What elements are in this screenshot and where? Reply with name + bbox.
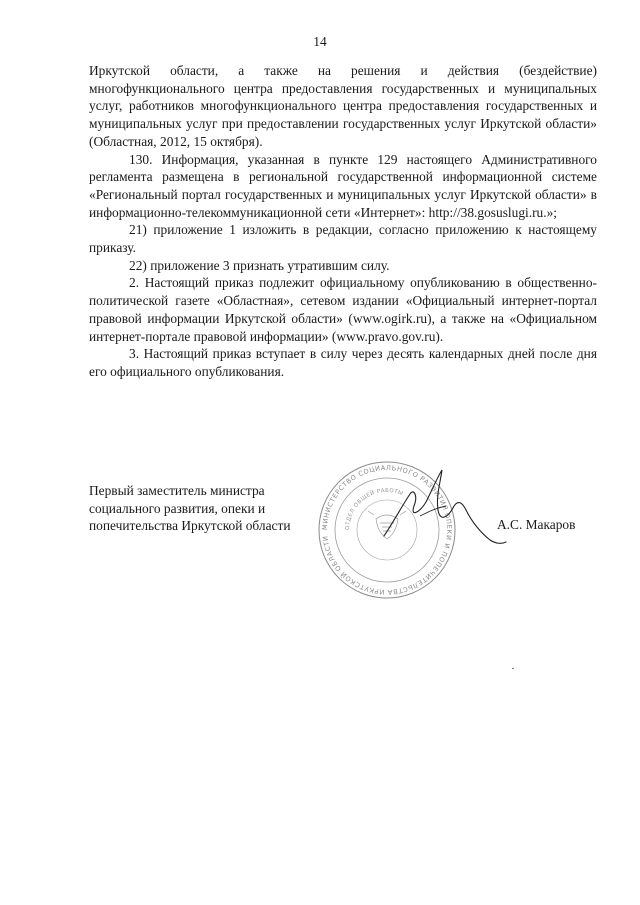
paragraph-clause-3: 3. Настоящий приказ вступает в силу через десять календарных дней после дня его официального опубликования. bbox=[89, 346, 597, 379]
signatory-position bbox=[89, 482, 329, 535]
seal-outer-text: МИНИСТЕРСТВО СОЦИАЛЬНОГО РАЗВИТИЯ ОПЕКИ И ПОПЕЧИТЕЛЬСТВА ИРКУТСКОЙ ОБЛАСТИ bbox=[320, 463, 454, 597]
scan-speck bbox=[512, 668, 514, 669]
document-body bbox=[89, 62, 597, 381]
paragraph-item-22: 22) приложение 3 признать утратившим силу. bbox=[129, 257, 390, 273]
signatory-position-line: Первый заместитель министра bbox=[89, 483, 265, 498]
paragraph-item-130: 130. Информация, указанная в пункте 129 настоящего Административного регламента размещена в региональной государственной информационной системе «Региональный портал государственных и муниципальных услуг Иркутской области» в информационно-телекоммуникационной сети «Интернет»: http://38.gosuslugi.ru.»; bbox=[89, 151, 597, 220]
seal-inner-text: ОТДЕЛ ОБЩЕЙ РАБОТЫ bbox=[344, 487, 404, 531]
page-number: 14 bbox=[313, 34, 327, 49]
paragraph-item-21: 21) приложение 1 изложить в редакции, согласно приложению к настоящему приказу. bbox=[89, 222, 597, 256]
signatory-name: А.С. Макаров bbox=[497, 517, 576, 532]
handwritten-signature bbox=[380, 466, 508, 546]
paragraph-continuation: Иркутской области, а также на решения и действия (бездействие) многофункционального центра предоставления государственных и муниципальных услуг, работников многофункционального центра предоставления государственных и муниципальных услуг при предоставлении государственных услуг Иркутской области» (Областная, 2012, 15 октября). bbox=[89, 63, 597, 149]
signatory-position-line: социального развития, опеки и bbox=[89, 500, 266, 516]
paragraph-clause-2: 2. Настоящий приказ подлежит официальному опубликованию в общественно-политической газете «Областная», сетевом издании «Официальный интернет-портал правовой информации Иркутской области» (www.ogirk.ru), а также на «Официальном интернет-портале правовой информации» (www.pravo.gov.ru). bbox=[89, 275, 597, 344]
signatory-position-line: попечительства Иркутской области bbox=[89, 518, 291, 534]
